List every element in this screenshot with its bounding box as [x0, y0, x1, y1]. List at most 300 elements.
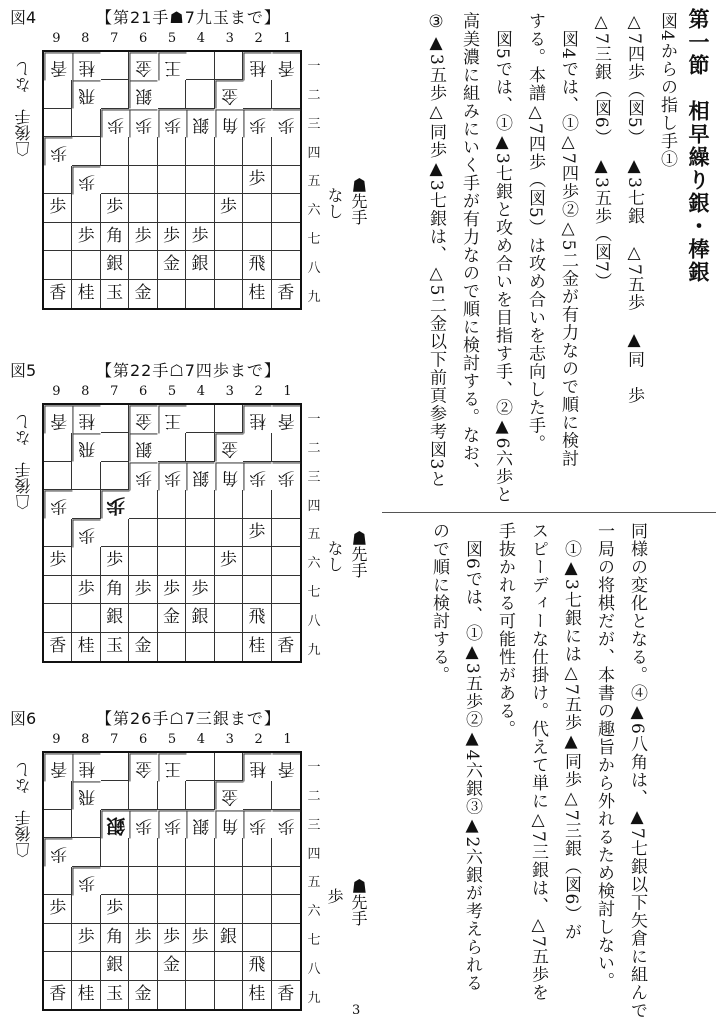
shogi-piece: 飛	[243, 251, 271, 279]
shogi-piece: 角	[101, 223, 129, 251]
shogi-piece: 歩	[129, 576, 157, 604]
board-square	[158, 166, 186, 194]
gote-pieces-in-hand: ☖後手 なし	[14, 762, 33, 858]
column-number: 9	[52, 384, 61, 399]
row-numbers	[305, 751, 323, 1011]
shogi-board	[42, 403, 302, 663]
shogi-piece: 歩	[129, 810, 157, 838]
board-square	[44, 433, 72, 461]
column-number: 4	[196, 31, 206, 46]
board-square	[186, 952, 214, 980]
shogi-piece: 銀	[186, 462, 214, 490]
text-line: 同様の変化となる。④▲6八角は、▲7七銀以下矢倉に組んで	[627, 522, 647, 1020]
shogi-piece: 角	[215, 109, 243, 137]
row-number: 一	[307, 759, 321, 775]
board-square	[215, 490, 243, 518]
sente-label: ☗先手	[349, 177, 368, 225]
board-square	[129, 604, 157, 632]
shogi-piece: 飛	[72, 781, 100, 809]
shogi-piece: 角	[215, 462, 243, 490]
board-square	[72, 137, 100, 165]
column-number: 3	[225, 31, 234, 46]
sente-pieces-in-hand	[324, 878, 368, 926]
board-square	[186, 405, 214, 433]
board-square	[101, 433, 129, 461]
column-number: 9	[52, 732, 61, 747]
column-number: 2	[254, 31, 263, 46]
row-numbers	[305, 403, 323, 663]
row-number: 三	[307, 817, 321, 833]
section-divider	[382, 512, 716, 513]
column-number: 4	[196, 732, 206, 747]
row-number: 五	[307, 174, 321, 190]
column-number: 9	[52, 31, 61, 46]
shogi-piece: 玉	[101, 633, 129, 661]
board-square	[101, 405, 129, 433]
column-number: 4	[196, 384, 206, 399]
shogi-piece: 桂	[72, 52, 100, 80]
board-square	[272, 781, 300, 809]
board-square	[72, 251, 100, 279]
board-square	[101, 137, 129, 165]
shogi-piece: 金	[129, 52, 157, 80]
board-square	[215, 166, 243, 194]
board-square	[158, 490, 186, 518]
shogi-figure	[8, 5, 368, 320]
column-numbers	[42, 31, 302, 47]
board-square	[243, 223, 271, 251]
board-square	[186, 52, 214, 80]
board-square	[272, 895, 300, 923]
board-square	[101, 52, 129, 80]
shogi-piece: 歩	[44, 490, 72, 518]
board-square	[101, 462, 129, 490]
board-square	[44, 604, 72, 632]
gote-pieces-in-hand: ☖後手 なし	[14, 414, 33, 510]
board-square	[72, 194, 100, 222]
board-square	[129, 867, 157, 895]
board-square	[72, 810, 100, 838]
shogi-piece: 歩	[72, 166, 100, 194]
board-square	[243, 576, 271, 604]
board-square	[215, 981, 243, 1009]
column-number: 5	[167, 384, 177, 399]
board-square	[158, 895, 186, 923]
board-square	[129, 137, 157, 165]
board-square	[186, 194, 214, 222]
shogi-piece: 角	[215, 810, 243, 838]
shogi-piece: 王	[158, 405, 186, 433]
board-square	[215, 223, 243, 251]
shogi-piece: 香	[44, 52, 72, 80]
gote-pieces-in-hand: ☖後手 なし	[14, 61, 33, 157]
text-line: ので順に検討する。	[429, 522, 449, 684]
board-square	[72, 462, 100, 490]
board-square	[272, 433, 300, 461]
board-square	[129, 251, 157, 279]
board-square	[44, 462, 72, 490]
board-square	[44, 810, 72, 838]
row-number: 八	[307, 614, 321, 630]
row-number: 六	[307, 904, 321, 920]
shogi-piece: 歩	[44, 547, 72, 575]
board-square	[243, 838, 271, 866]
shogi-piece: 銀	[101, 810, 129, 838]
shogi-piece: 金	[129, 405, 157, 433]
row-number: 八	[307, 261, 321, 277]
shogi-figure	[8, 706, 368, 1021]
row-number: 七	[307, 933, 321, 949]
shogi-piece: 桂	[243, 633, 271, 661]
column-numbers	[42, 384, 302, 400]
column-number: 2	[254, 384, 263, 399]
sente-hand-value: なし	[325, 187, 344, 219]
column-number: 8	[81, 732, 90, 747]
shogi-piece: 歩	[158, 576, 186, 604]
board-square	[186, 781, 214, 809]
column-number: 5	[167, 732, 177, 747]
sente-hand-value: 歩	[325, 888, 344, 904]
column-number: 8	[81, 384, 90, 399]
board-square	[101, 781, 129, 809]
shogi-piece: 歩	[101, 194, 129, 222]
board-square	[72, 490, 100, 518]
shogi-piece: 桂	[243, 405, 271, 433]
shogi-piece: 香	[277, 636, 295, 657]
board-square	[101, 166, 129, 194]
column-numbers	[42, 732, 302, 748]
board-square	[243, 867, 271, 895]
board-square	[101, 519, 129, 547]
shogi-piece: 歩	[158, 924, 186, 952]
shogi-piece: 歩	[158, 462, 186, 490]
row-number: 九	[307, 290, 321, 306]
shogi-piece: 歩	[243, 810, 271, 838]
board-square	[243, 895, 271, 923]
page-number: 3	[352, 1003, 361, 1018]
board-square	[272, 194, 300, 222]
board-square	[186, 490, 214, 518]
shogi-piece: 金	[215, 80, 243, 108]
shogi-piece: 銀	[186, 604, 214, 632]
shogi-piece: 銀	[101, 952, 129, 980]
sente-hand-value: なし	[325, 540, 344, 572]
text-line: 図6では、①▲3五歩②▲4六銀③▲2六銀が考えられる	[462, 522, 482, 993]
board-square	[158, 633, 186, 661]
shogi-piece: 歩	[243, 166, 271, 194]
section-heading: 第一節 相早繰り銀・棒銀	[686, 8, 710, 284]
board-square	[44, 251, 72, 279]
shogi-piece: 桂	[72, 280, 100, 308]
shogi-piece: 王	[158, 52, 186, 80]
shogi-piece: 玉	[101, 280, 129, 308]
board-square	[158, 547, 186, 575]
board-square	[101, 80, 129, 108]
board-square	[215, 895, 243, 923]
shogi-piece: 桂	[243, 753, 271, 781]
board-square	[44, 519, 72, 547]
sente-pieces-in-hand	[324, 530, 368, 578]
shogi-piece: 金	[215, 433, 243, 461]
board-square	[44, 924, 72, 952]
board-square	[158, 519, 186, 547]
board-square	[44, 952, 72, 980]
figure-caption: 【第21手☗7九玉まで】	[96, 8, 281, 27]
board-square	[272, 137, 300, 165]
board-square	[101, 867, 129, 895]
shogi-piece: 香	[44, 280, 72, 308]
shogi-board	[42, 50, 302, 310]
board-square	[44, 166, 72, 194]
board-square	[72, 838, 100, 866]
shogi-piece: 銀	[215, 924, 243, 952]
shogi-piece: 歩	[272, 109, 300, 137]
shogi-piece: 飛	[72, 433, 100, 461]
board-square	[215, 576, 243, 604]
board-square	[243, 924, 271, 952]
column-number: 3	[225, 732, 234, 747]
board-square	[186, 838, 214, 866]
board-square	[72, 895, 100, 923]
board-square	[272, 952, 300, 980]
text-line: する。本譜△7四歩（図5）は攻め合いを志向した手。	[525, 12, 545, 453]
shogi-piece: 歩	[129, 109, 157, 137]
board-square	[186, 80, 214, 108]
board-square	[44, 80, 72, 108]
shogi-piece: 歩	[158, 223, 186, 251]
board-square	[215, 867, 243, 895]
row-number: 五	[307, 875, 321, 891]
row-number: 五	[307, 527, 321, 543]
column-number: 1	[283, 732, 292, 747]
figure-label: 図6	[10, 709, 37, 728]
row-number: 四	[307, 846, 321, 862]
board-square	[44, 576, 72, 604]
board-square	[186, 753, 214, 781]
shogi-piece: 歩	[101, 547, 129, 575]
board-square	[186, 895, 214, 923]
column-number: 6	[138, 384, 148, 399]
board-square	[243, 137, 271, 165]
board-square	[272, 251, 300, 279]
sente-label: ☗先手	[349, 530, 368, 578]
figure-caption: 【第22手☖7四歩まで】	[96, 361, 281, 380]
board-square	[72, 547, 100, 575]
shogi-piece: 歩	[44, 137, 72, 165]
board-square	[186, 280, 214, 308]
board-square	[272, 547, 300, 575]
shogi-piece: 歩	[186, 576, 214, 604]
row-number: 六	[307, 556, 321, 572]
row-number: 四	[307, 498, 321, 514]
shogi-piece: 香	[277, 984, 295, 1005]
shogi-piece: 銀	[129, 433, 157, 461]
shogi-piece: 歩	[101, 895, 129, 923]
row-number: 二	[307, 788, 321, 804]
shogi-piece: 香	[272, 52, 300, 80]
figure-label: 図4	[10, 8, 37, 27]
shogi-piece: 香	[44, 405, 72, 433]
shogi-piece: 歩	[215, 547, 243, 575]
board-square	[215, 405, 243, 433]
row-numbers	[305, 50, 323, 310]
shogi-piece: 銀	[186, 251, 214, 279]
shogi-piece: 香	[272, 753, 300, 781]
board-square	[186, 633, 214, 661]
text-line: △7三銀（図6） ▲3五歩（図7）	[591, 12, 611, 291]
board-square	[272, 867, 300, 895]
shogi-piece: 歩	[158, 109, 186, 137]
shogi-piece: 金	[158, 251, 186, 279]
shogi-piece: 歩	[272, 810, 300, 838]
text-line: 図4では、①△7四歩②△5二金が有力なので順に検討	[558, 12, 578, 468]
board-square	[158, 80, 186, 108]
shogi-piece: 歩	[72, 223, 100, 251]
shogi-piece: 桂	[243, 981, 271, 1009]
text-line: 高美濃に組みにいく手が有力なので順に検討する。なお、	[459, 12, 479, 480]
shogi-piece: 飛	[243, 952, 271, 980]
shogi-piece: 香	[272, 405, 300, 433]
text-line: 図5では、①▲3七銀と攻め合いを目指す手、②▲6六歩と	[492, 12, 512, 504]
board-square	[215, 753, 243, 781]
row-number: 七	[307, 232, 321, 248]
board-square	[186, 867, 214, 895]
shogi-piece: 歩	[243, 462, 271, 490]
shogi-piece: 飛	[243, 604, 271, 632]
shogi-piece: 香	[44, 753, 72, 781]
shogi-piece: 歩	[272, 462, 300, 490]
shogi-piece: 金	[129, 280, 157, 308]
shogi-piece: 金	[215, 781, 243, 809]
shogi-piece: 歩	[44, 895, 72, 923]
board-square	[129, 547, 157, 575]
shogi-piece: 香	[44, 981, 72, 1009]
shogi-piece: 歩	[72, 519, 100, 547]
shogi-piece: 飛	[72, 80, 100, 108]
shogi-piece: 玉	[101, 981, 129, 1009]
board-square	[272, 576, 300, 604]
board-square	[129, 519, 157, 547]
shogi-piece: 歩	[101, 109, 129, 137]
shogi-piece: 歩	[72, 576, 100, 604]
shogi-piece: 金	[129, 981, 157, 1009]
row-number: 三	[307, 469, 321, 485]
shogi-piece: 銀	[129, 80, 157, 108]
figure-caption: 【第26手☖7三銀まで】	[96, 709, 281, 728]
shogi-piece: 歩	[44, 194, 72, 222]
shogi-piece: 歩	[129, 462, 157, 490]
shogi-piece: 歩	[72, 867, 100, 895]
shogi-piece: 歩	[186, 924, 214, 952]
text-line: ①▲3七銀には△7五歩▲同歩△7三銀（図6）が	[561, 522, 581, 942]
text-line: 手抜かれる可能性がある。	[495, 522, 515, 738]
board-square	[272, 604, 300, 632]
shogi-piece: 桂	[72, 981, 100, 1009]
board-square	[158, 137, 186, 165]
board-square	[243, 194, 271, 222]
sente-pieces-in-hand	[324, 177, 368, 225]
shogi-piece: 金	[129, 633, 157, 661]
shogi-piece: 香	[44, 633, 72, 661]
shogi-piece: 歩	[72, 924, 100, 952]
board-square	[186, 166, 214, 194]
row-number: 七	[307, 585, 321, 601]
board-square	[243, 547, 271, 575]
board-square	[243, 433, 271, 461]
column-number: 1	[283, 384, 292, 399]
text-line: △7四歩（図5） ▲3七銀 △7五歩 ▲同 歩	[624, 12, 644, 405]
board-square	[186, 433, 214, 461]
shogi-piece: 歩	[129, 924, 157, 952]
board-square	[129, 895, 157, 923]
shogi-piece: 桂	[243, 52, 271, 80]
text-line: スピーディーな仕掛け。代えて単に△7三銀は、△7五歩を	[528, 522, 548, 1002]
text-line: 図4からの指し手①	[657, 12, 677, 168]
board-square	[44, 109, 72, 137]
board-square	[44, 867, 72, 895]
column-number: 2	[254, 732, 263, 747]
board-square	[129, 166, 157, 194]
board-square	[129, 952, 157, 980]
shogi-piece: 歩	[215, 194, 243, 222]
board-square	[215, 52, 243, 80]
column-number: 1	[283, 31, 292, 46]
board-square	[272, 80, 300, 108]
board-square	[101, 753, 129, 781]
board-square	[158, 433, 186, 461]
board-square	[243, 781, 271, 809]
board-square	[101, 838, 129, 866]
shogi-piece: 桂	[72, 753, 100, 781]
column-number: 8	[81, 31, 90, 46]
board-square	[215, 952, 243, 980]
sente-label: ☗先手	[349, 878, 368, 926]
shogi-piece: 角	[101, 576, 129, 604]
board-square	[129, 838, 157, 866]
row-number: 二	[307, 87, 321, 103]
board-square	[215, 251, 243, 279]
board-square	[186, 137, 214, 165]
shogi-piece: 歩	[243, 109, 271, 137]
column-number: 3	[225, 384, 234, 399]
board-square	[129, 490, 157, 518]
column-number: 7	[110, 384, 119, 399]
shogi-piece: 歩	[186, 223, 214, 251]
row-number: 八	[307, 962, 321, 978]
board-square	[72, 952, 100, 980]
board-square	[215, 633, 243, 661]
shogi-piece: 銀	[101, 251, 129, 279]
board-square	[215, 604, 243, 632]
board-square	[44, 781, 72, 809]
board-square	[158, 867, 186, 895]
shogi-piece: 角	[101, 924, 129, 952]
column-number: 7	[110, 732, 119, 747]
board-square	[129, 194, 157, 222]
board-square	[272, 166, 300, 194]
board-square	[215, 838, 243, 866]
column-number: 7	[110, 31, 119, 46]
shogi-piece: 銀	[186, 109, 214, 137]
text-line: 一局の将棋だが、本書の趣旨から外れるため検討しない。	[594, 522, 614, 990]
column-number: 6	[138, 732, 148, 747]
board-square	[272, 490, 300, 518]
shogi-piece: 歩	[101, 490, 129, 518]
shogi-piece: 銀	[186, 810, 214, 838]
board-square	[272, 838, 300, 866]
board-square	[215, 280, 243, 308]
board-square	[158, 981, 186, 1009]
